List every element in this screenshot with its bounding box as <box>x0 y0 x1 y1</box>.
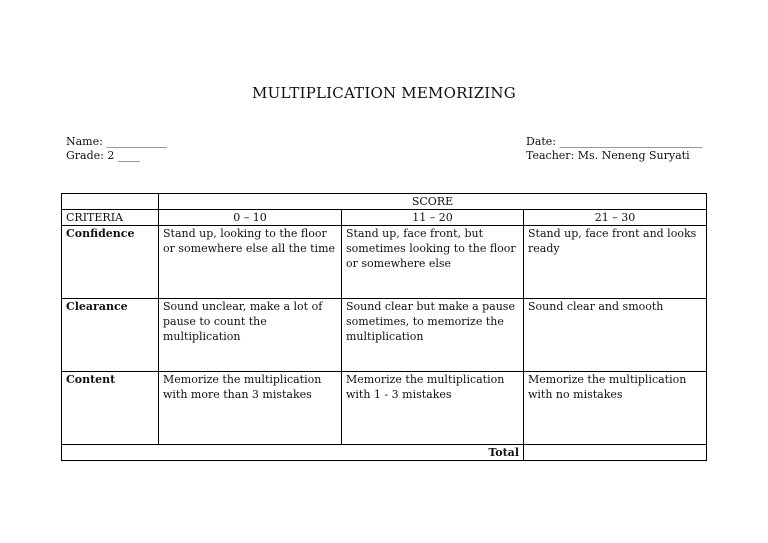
descriptor-cell: Stand up, looking to the floor or somewhere else all the time <box>159 226 342 299</box>
grade-field: Grade: 2 ____ <box>66 149 140 162</box>
descriptor-cell: Stand up, face front and looks ready <box>524 226 707 299</box>
criterion-row-confidence <box>62 226 707 299</box>
total-row <box>62 445 707 461</box>
teacher-field: Teacher: Ms. Neneng Suryati <box>526 149 690 162</box>
date-field: Date: __________________________ <box>526 135 703 148</box>
descriptor-cell: Memorize the multiplication with more than 3 mistakes <box>159 372 342 445</box>
descriptor-cell: Stand up, face front, but sometimes looking to the floor or somewhere else <box>342 226 524 299</box>
criterion-row-clearance <box>62 299 707 372</box>
score-header-empty-cell <box>62 194 159 210</box>
criteria-header: CRITERIA <box>62 210 159 226</box>
criterion-row-content <box>62 372 707 445</box>
criterion-label: Content <box>62 372 159 445</box>
descriptor-cell: Sound unclear, make a lot of pause to count the multiplication <box>159 299 342 372</box>
descriptor-cell: Sound clear but make a pause sometimes, to memorize the multiplication <box>342 299 524 372</box>
range-header: 0 – 10 <box>159 210 342 226</box>
descriptor-cell: Sound clear and smooth <box>524 299 707 372</box>
student-info <box>66 135 167 163</box>
total-label: Total <box>62 445 524 461</box>
range-header-row <box>62 210 707 226</box>
rubric-table <box>61 193 707 461</box>
descriptor-cell: Memorize the multiplication with 1 - 3 mistakes <box>342 372 524 445</box>
teacher-info <box>526 135 703 163</box>
criterion-label: Confidence <box>62 226 159 299</box>
name-field: Name: ___________ <box>66 135 167 148</box>
total-value-cell[interactable] <box>524 445 707 461</box>
score-header-row <box>62 194 707 210</box>
criterion-label: Clearance <box>62 299 159 372</box>
range-header: 21 – 30 <box>524 210 707 226</box>
document-title: MULTIPLICATION MEMORIZING <box>252 84 516 102</box>
descriptor-cell: Memorize the multiplication with no mistakes <box>524 372 707 445</box>
score-header: SCORE <box>159 194 707 210</box>
range-header: 11 – 20 <box>342 210 524 226</box>
